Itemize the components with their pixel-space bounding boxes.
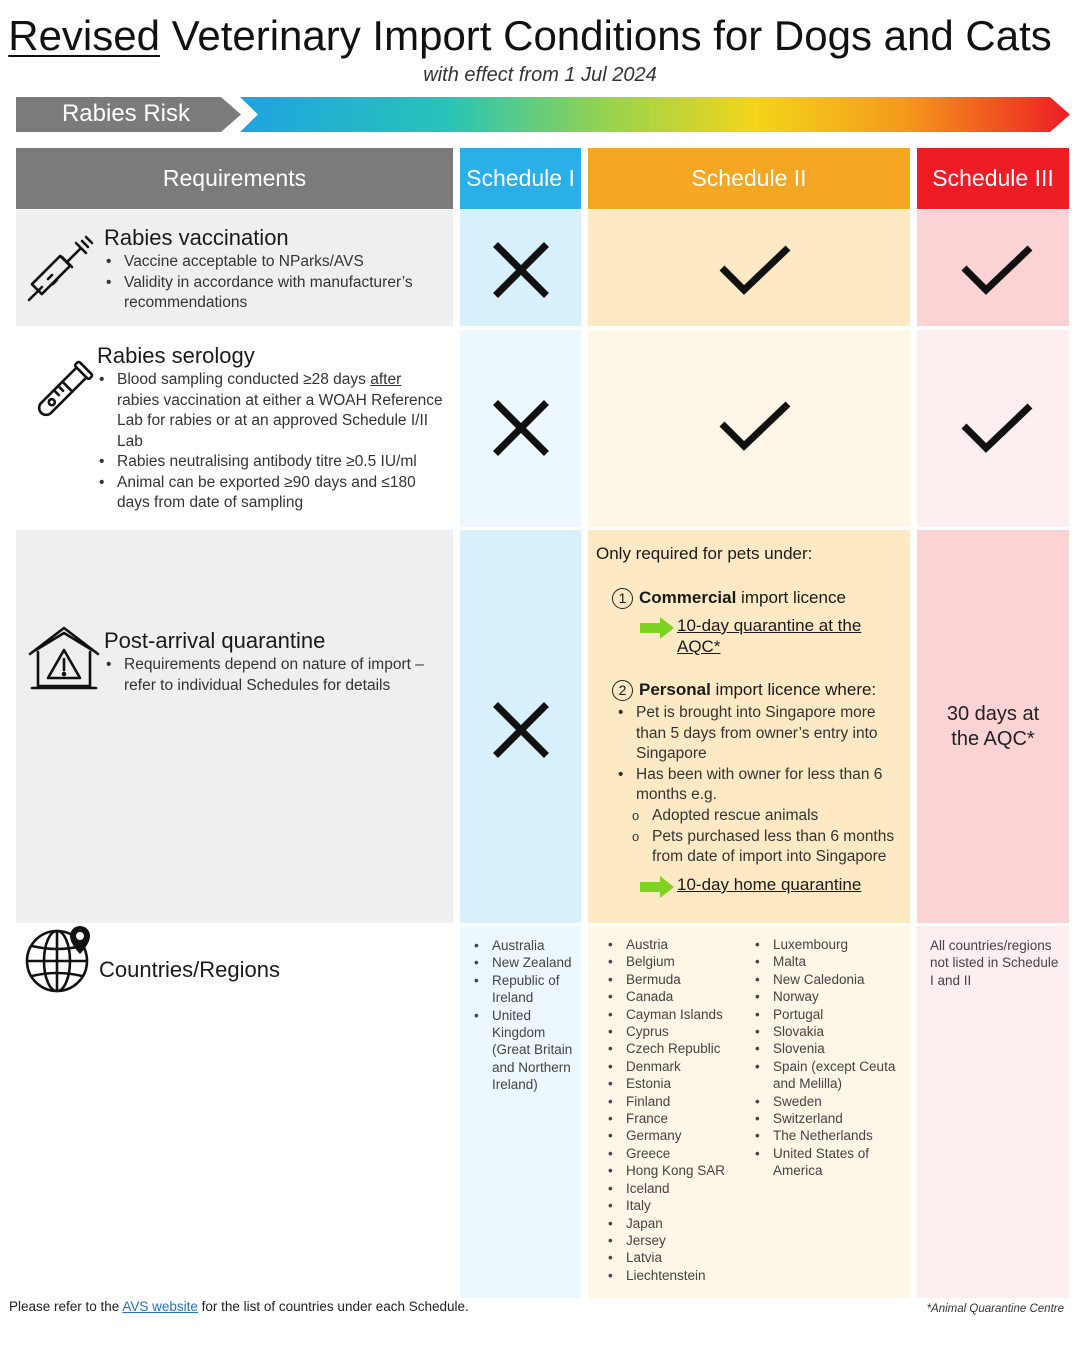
- page-title: [0, 12, 1060, 60]
- country-item: • Austria: [606, 936, 746, 953]
- title-underlined-word: Revised: [8, 12, 160, 59]
- countries-title: Countries/Regions: [99, 957, 280, 982]
- item2-number-circle: 2: [612, 680, 633, 701]
- cross-icon: [493, 702, 549, 758]
- country-item: • Malta: [753, 953, 903, 970]
- serology-b1-underlined: after: [370, 371, 402, 388]
- check-icon: [960, 244, 1034, 296]
- avs-website-link[interactable]: AVS website: [122, 1299, 198, 1314]
- country-item: • Portugal: [753, 1006, 903, 1023]
- country-item: • Hong Kong SAR: [606, 1162, 746, 1179]
- country-item: • Cyprus: [606, 1023, 746, 1040]
- country-item: • Republic of Ireland: [472, 972, 577, 1007]
- item2-bold: Personal: [639, 680, 711, 699]
- item2-subbullets: [632, 806, 907, 868]
- cross-icon: [493, 400, 549, 456]
- country-item: • Jersey: [606, 1232, 746, 1249]
- serology-bullet-2: • Rabies neutralising antibody titre ≥0.5 IU/ml: [97, 452, 447, 473]
- check-icon: [960, 402, 1034, 454]
- vaccination-title: Rabies vaccination: [104, 225, 289, 250]
- country-item: • Belgium: [606, 953, 746, 970]
- country-item: • Switzerland: [753, 1110, 903, 1127]
- quarantine-s3-text: 30 days at the AQC*: [946, 703, 1040, 750]
- item2-rest: import licence where:: [710, 680, 877, 699]
- item2-subbullet: o Adopted rescue animals: [632, 806, 907, 827]
- country-item: • Bermuda: [606, 971, 746, 988]
- country-item: • Germany: [606, 1127, 746, 1144]
- cross-icon: [493, 242, 549, 298]
- globe-pin-icon: [24, 924, 96, 994]
- item1-rest: import licence: [736, 588, 846, 607]
- country-item: • Denmark: [606, 1058, 746, 1075]
- quarantine-bullets: [104, 655, 444, 696]
- country-item: • France: [606, 1110, 746, 1127]
- country-item: • Spain (except Ceuta and Melilla): [753, 1058, 903, 1093]
- vaccination-bullet: • Vaccine acceptable to NParks/AVS: [104, 252, 444, 273]
- country-item: • United States of America: [753, 1145, 903, 1180]
- aqc-footnote: *Animal Quarantine Centre: [926, 1303, 1064, 1315]
- quarantine-bullet: • Requirements depend on nature of import – refer to individual Schedules for details: [104, 655, 444, 696]
- subtitle: with effect from 1 Jul 2024: [423, 64, 657, 86]
- country-item: • Liechtenstein: [606, 1267, 746, 1284]
- country-item: • Latvia: [606, 1249, 746, 1266]
- item2-bullets: [616, 703, 906, 806]
- header-schedule-2: Schedule II: [588, 148, 910, 209]
- item1-bold: Commercial: [639, 588, 737, 607]
- rabies-risk-text: Rabies Risk: [61, 100, 191, 127]
- country-item: • New Caledonia: [753, 971, 903, 988]
- country-item: • Australia: [472, 937, 577, 954]
- country-item: • Estonia: [606, 1075, 746, 1092]
- title-rest: Veterinary Import Conditions for Dogs and Cats: [159, 12, 1052, 59]
- serology-title: Rabies serology: [97, 343, 255, 368]
- country-item: • Italy: [606, 1197, 746, 1214]
- footer-pre: Please refer to the: [9, 1299, 123, 1314]
- rabies-risk-label: [16, 97, 241, 132]
- item2-bullet: • Has been with owner for less than 6 months e.g.: [616, 765, 906, 806]
- s3-country-text: All countries/regions not listed in Schedule I and II: [930, 938, 1059, 988]
- serology-bullet-3: • Animal can be exported ≥90 days and ≤180 days from date of sampling: [97, 473, 447, 514]
- s1-country-list: [472, 937, 577, 1094]
- country-item: • Japan: [606, 1215, 746, 1232]
- s2-country-list-2: [753, 936, 903, 1180]
- serology-b1-pre: Blood sampling conducted ≥28 days: [117, 371, 371, 388]
- item1-result-link[interactable]: 10-day quarantine at the AQC*: [677, 616, 862, 656]
- item2-subbullet: o Pets purchased less than 6 months from date of import into Singapore: [632, 827, 907, 868]
- item2-result-link[interactable]: 10-day home quarantine: [677, 875, 862, 894]
- country-item: • The Netherlands: [753, 1127, 903, 1144]
- quarantine-s2-intro: Only required for pets under:: [596, 544, 813, 563]
- footer-post: for the list of countries under each Schedule.: [197, 1299, 469, 1314]
- rabies-risk-gradient-arrow: [240, 97, 1070, 132]
- check-icon: [718, 244, 792, 296]
- serology-bullet-1: [97, 370, 447, 452]
- green-arrow-icon: [640, 876, 674, 898]
- vaccination-bullet: • Validity in accordance with manufacturer’s recommendations: [104, 273, 444, 314]
- item2-bullet: • Pet is brought into Singapore more than 5 days from owner’s entry into Singapore: [616, 703, 906, 765]
- header-schedule-1: Schedule I: [460, 148, 581, 209]
- footer-note: [9, 1299, 469, 1314]
- header-schedule-3: Schedule III: [917, 148, 1069, 209]
- country-item: • United Kingdom (Great Britain and Northern Ireland): [472, 1007, 577, 1094]
- serology-b1-post: rabies vaccination at either a WOAH Reference Lab for rabies or at an approved Schedule I/II Lab: [117, 391, 443, 450]
- row-quarantine-bg: [16, 530, 453, 923]
- country-item: • Slovakia: [753, 1023, 903, 1040]
- country-item: • Iceland: [606, 1180, 746, 1197]
- s2-country-list-1: [606, 936, 746, 1284]
- country-item: • Slovenia: [753, 1040, 903, 1057]
- item1-number-circle: 1: [612, 588, 633, 609]
- country-item: • Cayman Islands: [606, 1006, 746, 1023]
- header-requirements: Requirements: [16, 148, 453, 209]
- quarantine-s2-item2: [612, 680, 876, 701]
- country-item: • Finland: [606, 1093, 746, 1110]
- country-item: • New Zealand: [472, 954, 577, 971]
- country-item: • Luxembourg: [753, 936, 903, 953]
- country-item: • Czech Republic: [606, 1040, 746, 1057]
- quarantine-s2-item1: [612, 588, 846, 609]
- country-item: • Norway: [753, 988, 903, 1005]
- house-warning-icon: [28, 626, 100, 690]
- country-item: • Sweden: [753, 1093, 903, 1110]
- syringe-icon: [26, 233, 96, 303]
- serology-bullets: [97, 370, 447, 514]
- check-icon: [718, 400, 792, 452]
- country-item: • Greece: [606, 1145, 746, 1162]
- green-arrow-icon: [640, 617, 674, 639]
- test-tube-icon: [28, 360, 94, 426]
- country-item: • Canada: [606, 988, 746, 1005]
- quarantine-title: Post-arrival quarantine: [104, 628, 326, 653]
- vaccination-bullets: [104, 252, 444, 314]
